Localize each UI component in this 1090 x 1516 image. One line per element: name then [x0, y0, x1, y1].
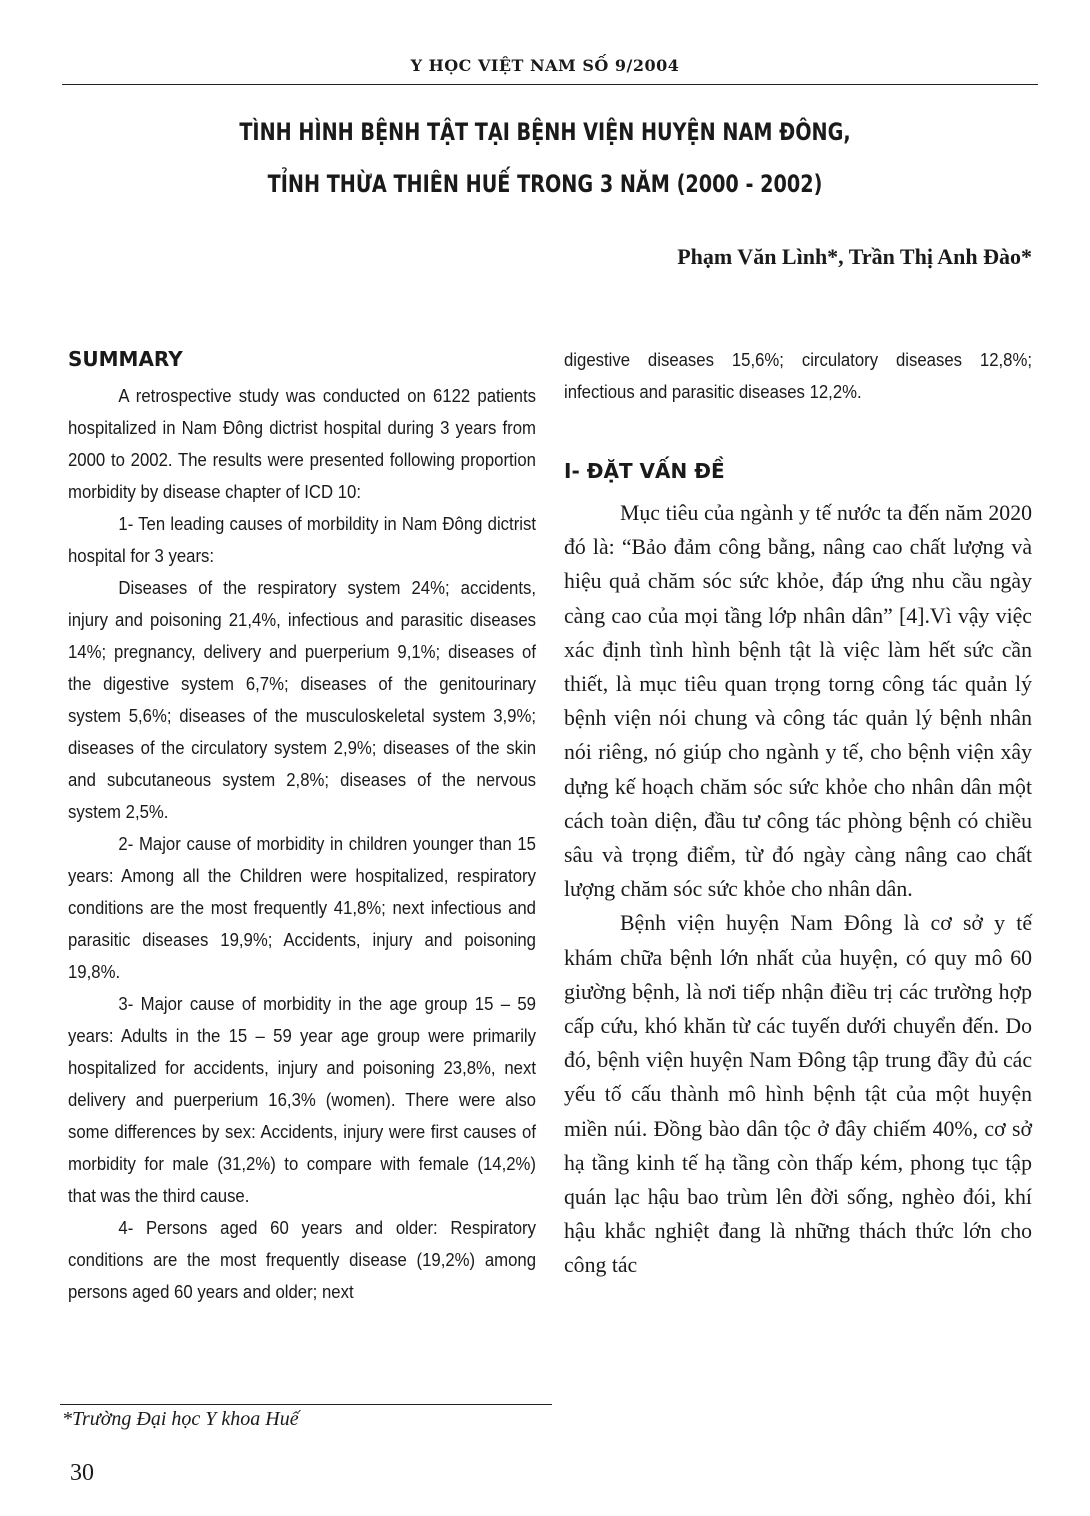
- summary-paragraph: 3- Major cause of morbidity in the age group 15 – 59 years: Adults in the 15 – 59 year age group were primarily hospitalized for accidents, injury and poisoning 23,8%, next delivery and puerperium 16,3% (women). There were also some differences by sex: Accidents, injury were first causes of morbidity for male (31,2%) to compare with female (14,2%) that was the third cause.: [68, 993, 536, 1206]
- section-paragraph: Mục tiêu của ngành y tế nước ta đến năm 2020 đó là: “Bảo đảm công bằng, nâng cao chất lượng và hiệu quả chăm sóc sức khỏe, đáp ứng nhu cầu ngày càng cao của mọi tầng lớp nhân dân” [4].Vì vậy việc xác định tình hình bệnh tật là việc làm hết sức cần thiết, là mục tiêu quan trọng torng công tác quản lý bệnh viện nói chung và công tác quản lý bệnh nhân nói riêng, nó giúp cho ngành y tế, cho bệnh viện xây dựng kế hoạch chăm sóc sức khỏe cho nhân dân một cách toàn diện, đầu tư công tác phòng bệnh có chiều sâu và trọng điểm, từ đó ngày càng nâng cao chất lượng chăm sóc sức khỏe cho nhân dân.: [564, 501, 1032, 902]
- header-rule: [62, 84, 1038, 85]
- article-title-line-1: TÌNH HÌNH BỆNH TẬT TẠI BỆNH VIỆN HUYỆN NAM ĐÔNG,: [239, 118, 851, 146]
- summary-heading: SUMMARY: [68, 347, 183, 371]
- summary-paragraph: 2- Major cause of morbidity in children younger than 15 years: Among all the Children were hospitalized, respiratory conditions are the most frequently 41,8%; next infectious and parasitic diseases 19,9%; Accidents, injury and poisoning 19,8%.: [68, 833, 536, 982]
- page-number: 30: [70, 1460, 94, 1486]
- summary-paragraph: Diseases of the respiratory system 24%; accidents, injury and poisoning 21,4%, infectious and parasitic diseases 14%; pregnancy, delivery and puerperium 9,1%; diseases of the digestive system 6,7%; diseases of the genitourinary system 5,6%; diseases of the musculoskeletal system 3,9%; diseases of the circulatory system 2,9%; diseases of the skin and subcutaneous system 2,8%; diseases of the nervous system 2,5%.: [68, 577, 536, 822]
- authors: Phạm Văn Lình*, Trần Thị Anh Đào*: [677, 244, 1032, 269]
- section-heading: I- ĐẶT VẤN ĐỀ: [564, 459, 725, 483]
- left-column: [68, 346, 536, 1308]
- journal-header: Y HỌC VIỆT NAM SỐ 9/2004: [410, 56, 680, 75]
- summary-paragraph: A retrospective study was conducted on 6122 patients hospitalized in Nam Đông dictrist hospital during 3 years from 2000 to 2002. The results were presented following proportion morbidity by disease chapter of ICD 10:: [68, 385, 536, 502]
- article-title-line-2: TỈNH THỪA THIÊN HUẾ TRONG 3 NĂM (2000 - 2002): [267, 170, 823, 198]
- right-column: [564, 344, 1032, 1283]
- section-paragraph: Bệnh viện huyện Nam Đông là cơ sở y tế khám chữa bệnh lớn nhất của huyện, có quy mô 60 giường bệnh, là nơi tiếp nhận điều trị các trường hợp cấp cứu, khó khăn từ các tuyến dưới chuyển đến. Do đó, bệnh viện huyện Nam Đông tập trung đầy đủ các yếu tố cấu thành mô hình bệnh tật của một huyện miền núi. Đồng bào dân tộc ở đây chiếm 40%, cơ sở hạ tầng kinh tế hạ tầng còn thấp kém, phong tục tập quán lạc hậu bao trùm lên đời sống, nghèo đói, khí hậu khắc nghiệt đang là những thách thức lớn cho công tác: [564, 911, 1032, 1278]
- summary-paragraph: 4- Persons aged 60 years and older: Respiratory conditions are the most frequently disease (19,2%) among persons aged 60 years and older; next: [68, 1217, 536, 1302]
- footnote-rule: [60, 1404, 552, 1405]
- summary-paragraph-continued: digestive diseases 15,6%; circulatory diseases 12,8%; infectious and parasitic diseases 12,2%.: [564, 349, 1032, 402]
- footnote: *Trường Đại học Y khoa Huế: [62, 1408, 299, 1430]
- summary-paragraph: 1- Ten leading causes of morbildity in Nam Đông dictrist hospital for 3 years:: [68, 513, 536, 566]
